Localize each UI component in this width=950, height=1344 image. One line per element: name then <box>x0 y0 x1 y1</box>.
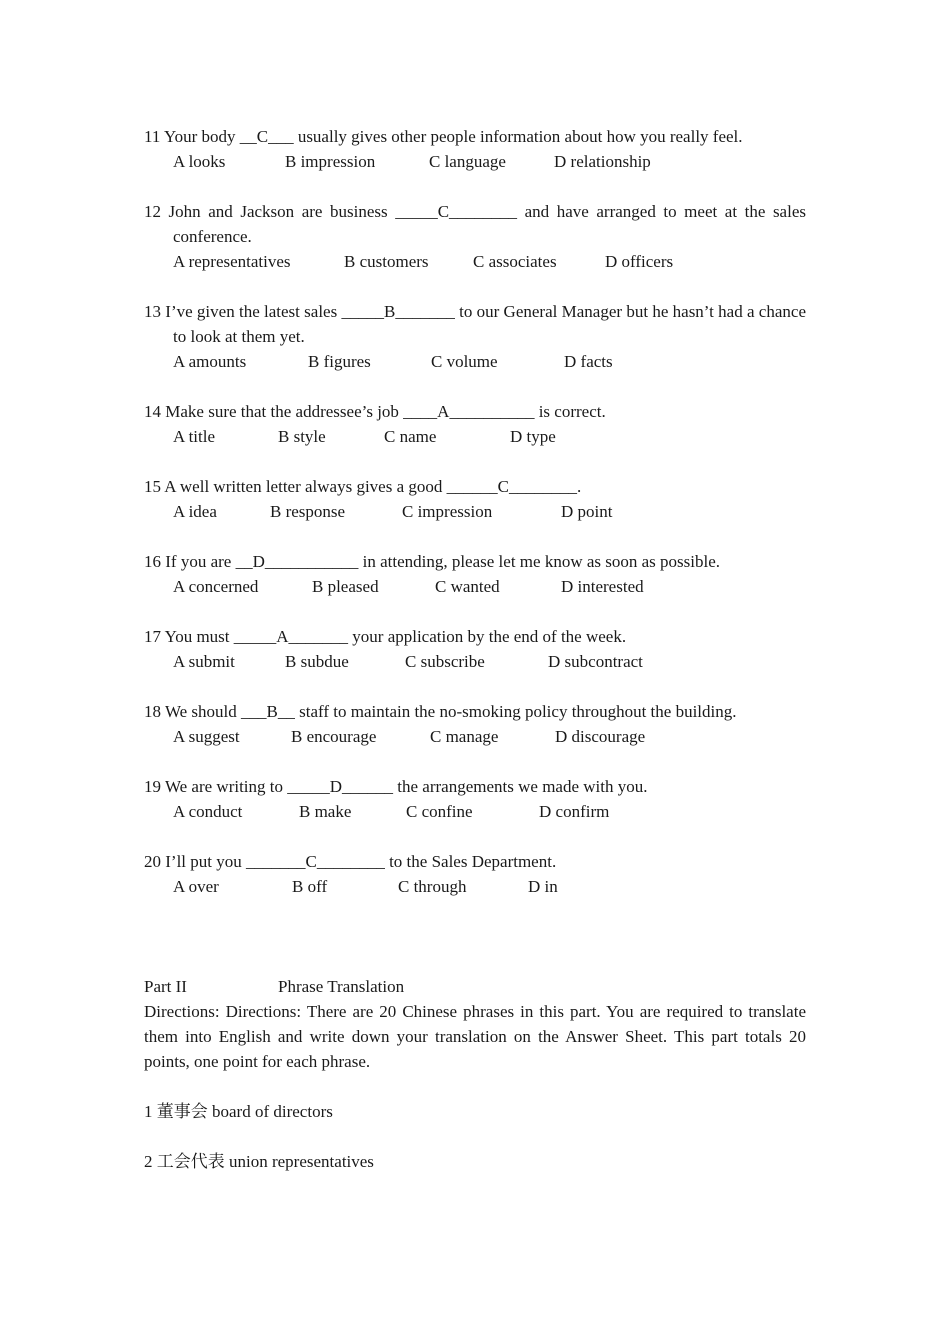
phrase-item: 2 工会代表 union representatives <box>144 1152 374 1171</box>
option-b: B impression <box>285 152 376 171</box>
option-b: B make <box>299 802 352 821</box>
option-c: C volume <box>431 352 498 371</box>
option-b: B style <box>278 427 326 446</box>
option-a: A looks <box>173 152 226 171</box>
option-a: A submit <box>173 652 235 671</box>
option-a: A representatives <box>173 252 291 271</box>
option-b: B customers <box>344 252 429 271</box>
question-15 <box>144 474 806 524</box>
option-d: D facts <box>564 352 613 371</box>
question-stem: 19 We are writing to _____D______ the arrangements we made with you. <box>144 777 648 796</box>
question-stem: 13 I’ve given the latest sales _____B_______ to our General Manager but he hasn’t had a chance to look at them yet. <box>144 302 806 346</box>
question-options <box>144 649 806 674</box>
option-a: A suggest <box>173 727 240 746</box>
question-options <box>144 874 806 899</box>
option-c: C associates <box>473 252 557 271</box>
question-18 <box>144 699 806 749</box>
question-16 <box>144 549 806 599</box>
option-d: D type <box>510 427 556 446</box>
option-b: B pleased <box>312 577 379 596</box>
question-19 <box>144 774 806 824</box>
question-17 <box>144 624 806 674</box>
option-c: C manage <box>430 727 499 746</box>
question-options <box>144 249 806 274</box>
option-a: A amounts <box>173 352 247 371</box>
option-d: D confirm <box>539 802 610 821</box>
question-options <box>144 799 806 824</box>
option-a: A title <box>173 427 216 446</box>
document-page <box>144 124 806 1199</box>
question-stem: 16 If you are __D___________ in attending, please let me know as soon as possible. <box>144 552 721 571</box>
option-a: A idea <box>173 502 217 521</box>
option-c: C confine <box>406 802 473 821</box>
question-options <box>144 499 806 524</box>
option-b: B subdue <box>285 652 349 671</box>
option-d: D officers <box>605 252 674 271</box>
question-stem: 15 A well written letter always gives a good ______C________. <box>144 477 582 496</box>
question-options <box>144 424 806 449</box>
option-b: B encourage <box>291 727 377 746</box>
option-d: D discourage <box>555 727 646 746</box>
option-b: B response <box>270 502 346 521</box>
option-d: D subcontract <box>548 652 643 671</box>
part-directions: Directions: Directions: There are 20 Chinese phrases in this part. You are required to translate them into English and write down your translation on the Answer Sheet. This part totals 20 points, one point for each phrase. <box>144 1002 806 1071</box>
option-c: C name <box>384 427 437 446</box>
option-c: C subscribe <box>405 652 485 671</box>
option-b: B figures <box>308 352 371 371</box>
question-stem: 17 You must _____A_______ your application by the end of the week. <box>144 627 627 646</box>
part-number: Part II <box>144 977 187 996</box>
question-stem: 18 We should ___B__ staff to maintain the no-smoking policy throughout the building. <box>144 702 737 721</box>
option-c: C wanted <box>435 577 500 596</box>
option-c: C through <box>398 877 467 896</box>
question-13 <box>144 299 806 374</box>
question-stem: 11 Your body __C___ usually gives other people information about how you really feel. <box>144 127 743 146</box>
question-12 <box>144 199 806 274</box>
option-d: D interested <box>561 577 644 596</box>
option-d: D relationship <box>554 152 651 171</box>
question-stem: 14 Make sure that the addressee’s job ____A__________ is correct. <box>144 402 606 421</box>
phrase-item: 1 董事会 board of directors <box>144 1102 333 1121</box>
question-11 <box>144 124 806 174</box>
option-d: D in <box>528 877 558 896</box>
part-heading <box>144 974 806 999</box>
question-20 <box>144 849 806 899</box>
option-a: A concerned <box>173 577 259 596</box>
option-a: A over <box>173 877 219 896</box>
question-14 <box>144 399 806 449</box>
question-stem: 20 I’ll put you _______C________ to the Sales Department. <box>144 852 557 871</box>
question-options <box>144 574 806 599</box>
part-title: Phrase Translation <box>278 977 405 996</box>
option-b: B off <box>292 877 328 896</box>
option-c: C language <box>429 152 506 171</box>
option-c: C impression <box>402 502 493 521</box>
question-stem: 12 John and Jackson are business _____C________ and have arranged to meet at the sales conference. <box>144 202 806 246</box>
option-d: D point <box>561 502 613 521</box>
question-options <box>144 349 806 374</box>
option-a: A conduct <box>173 802 243 821</box>
section-gap <box>144 899 806 974</box>
question-options <box>144 149 806 174</box>
question-options <box>144 724 806 749</box>
